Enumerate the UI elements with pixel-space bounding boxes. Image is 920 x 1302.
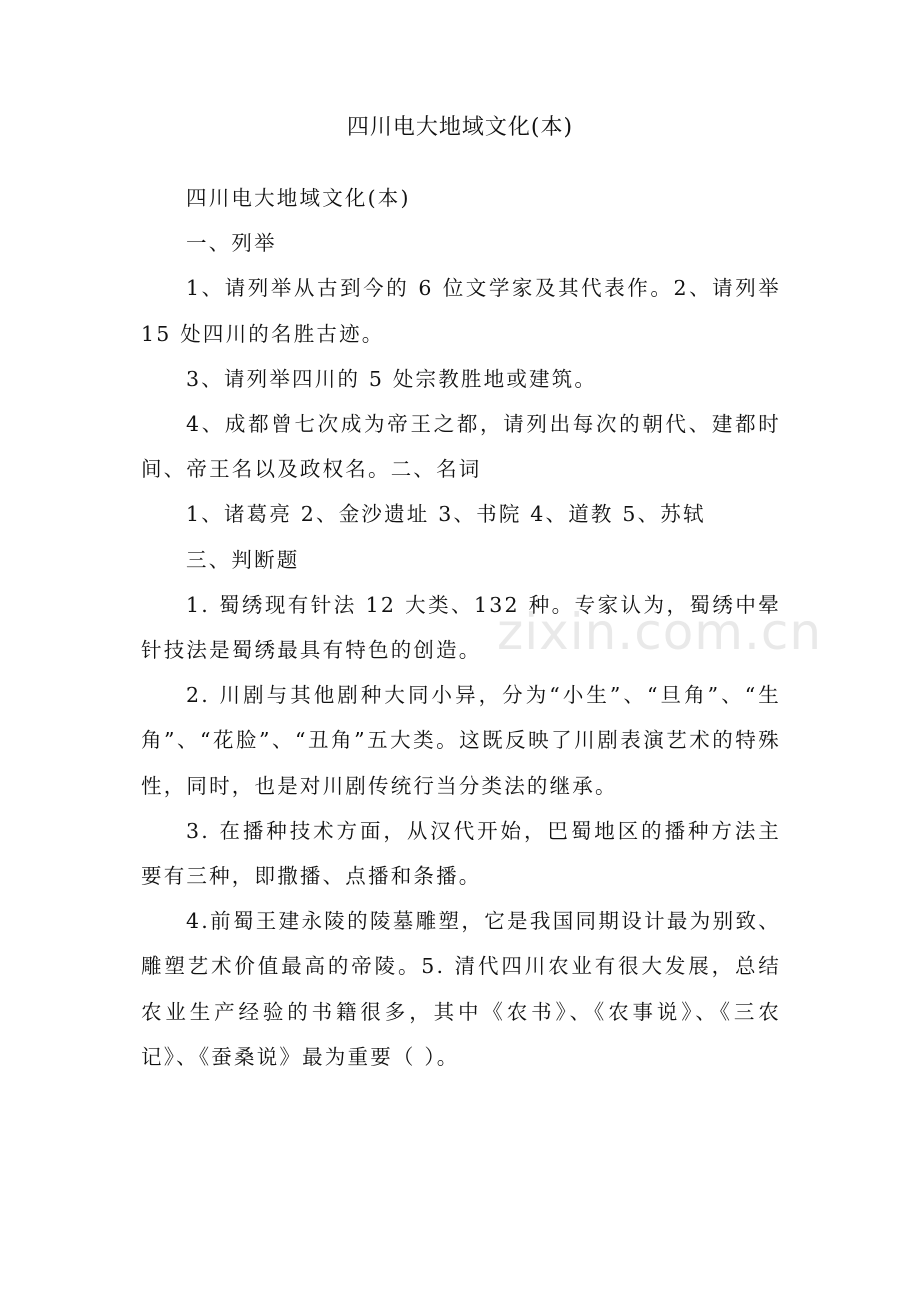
watermark: zixin.com.cn [497, 603, 823, 661]
paragraph: 1. 蜀绣现有针法 12 大类、132 种。专家认为，蜀绣中晕针技法是蜀绣最具有特色的创造。 [141, 592, 781, 663]
section-heading-judgment: 三、判断题 [186, 547, 300, 572]
paragraph: 4.前蜀王建永陵的陵墓雕塑，它是我国同期设计最为别致、雕塑艺术价值最高的帝陵。5. 清代四川农业有很大发展，总结农业生产经验的书籍很多，其中《农书》、《农事说》、《三农记》、《蚕桑说》最为重要（ ）。 [141, 909, 781, 1069]
paragraph: 3. 在播种技术方面，从汉代开始，巴蜀地区的播种方法主要有三种，即撒播、点播和条播。 [141, 818, 781, 889]
paragraph-subtitle: 四川电大地域文化(本) [186, 186, 411, 210]
paragraph: 2. 川剧与其他剧种大同小异，分为“小生”、“旦角”、“生角”、“花脸”、“丑角”五大类。这既反映了川剧表演艺术的特殊性，同时，也是对川剧传统行当分类法的继承。 [141, 683, 781, 798]
paragraph: 4、成都曾七次成为帝王之都，请列出每次的朝代、建都时间、帝王名以及政权名。二、名词 [141, 412, 781, 482]
paragraph: 3、请列举四川的 5 处宗教胜地或建筑。 [186, 366, 598, 391]
document-body [141, 176, 781, 1080]
document-title: 四川电大地域文化(本) [346, 115, 574, 140]
paragraph: 1、请列举从古到今的 6 位文学家及其代表作。2、请列举 15 处四川的名胜古迹。 [141, 276, 781, 346]
section-heading-list: 一、列举 [186, 231, 277, 256]
paragraph: 1、诸葛亮 2、金沙遗址 3、书院 4、道教 5、苏轼 [186, 502, 706, 527]
